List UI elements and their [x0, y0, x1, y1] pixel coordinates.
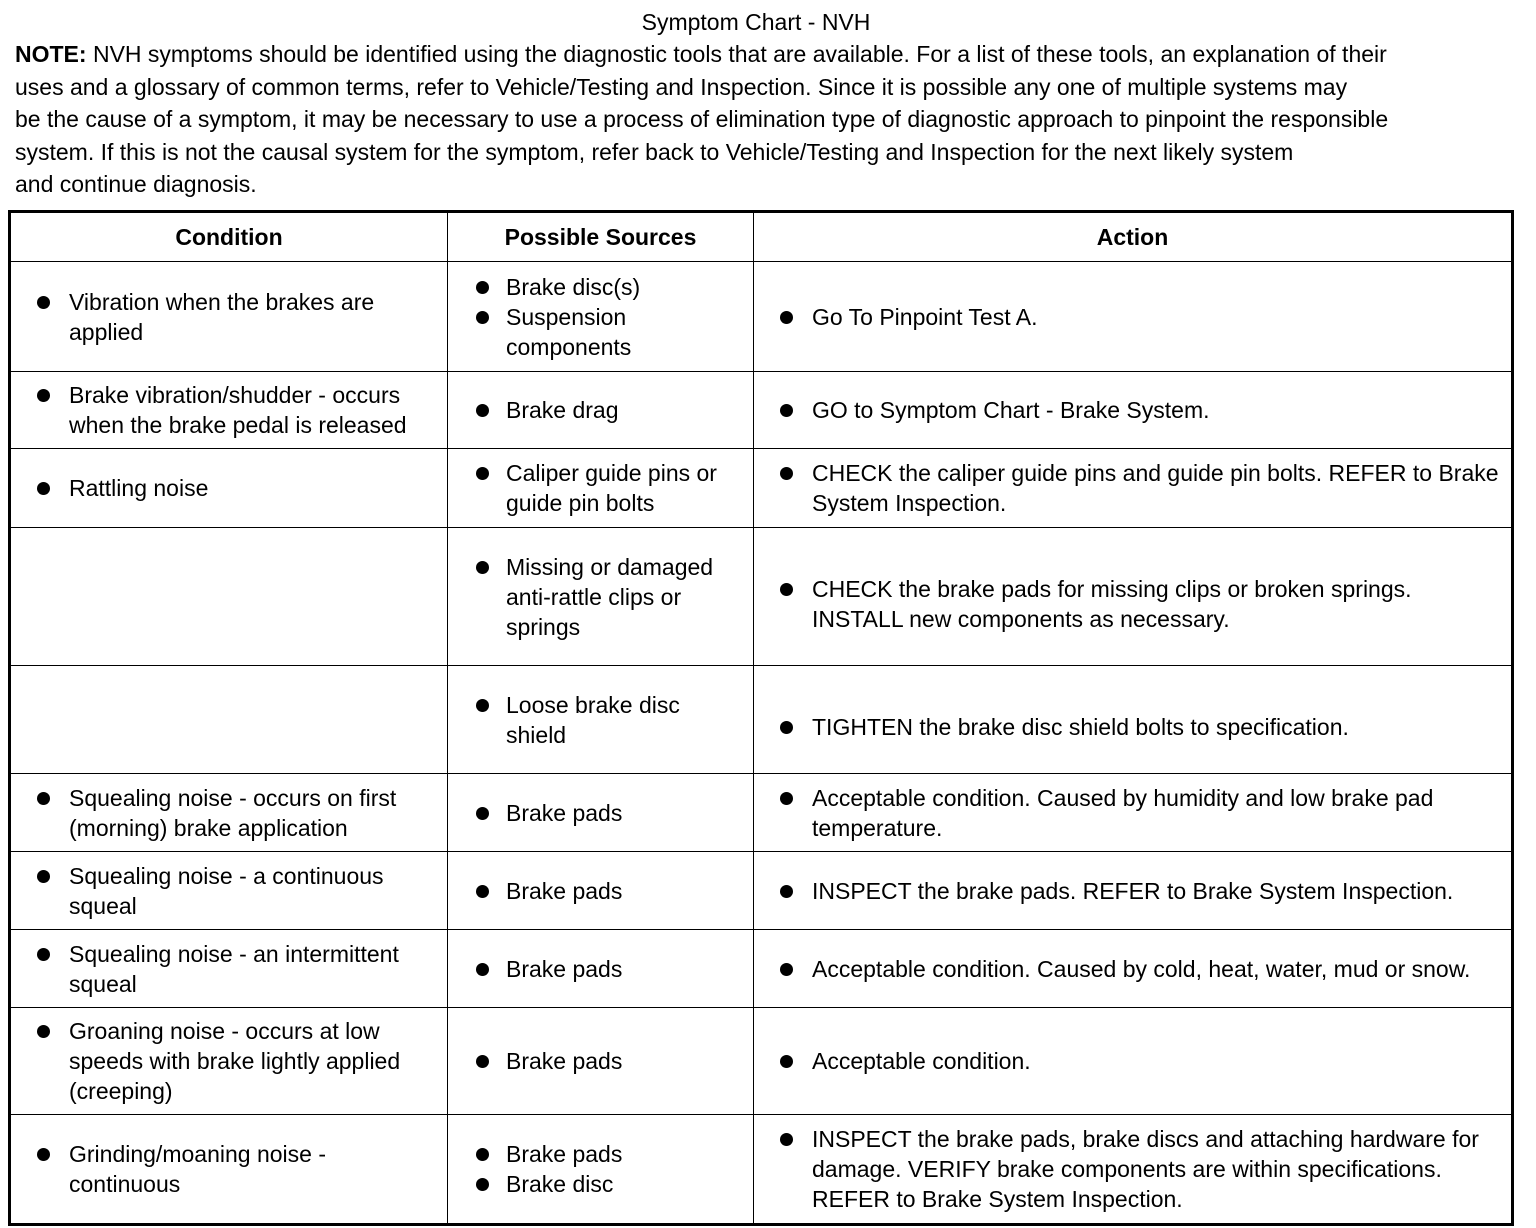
action-text: INSPECT the brake pads, brake discs and attaching hardware for damage. VERIFY brake components are within specifications. REFER to Brake System Inspection.	[812, 1126, 1479, 1212]
condition-cell	[10, 372, 448, 449]
action-cell	[754, 449, 1513, 528]
action-cell	[754, 1115, 1513, 1225]
bullet-list	[754, 783, 1511, 843]
condition-cell	[10, 852, 448, 930]
bullet-list	[448, 690, 753, 750]
bullet-icon	[37, 792, 50, 805]
note-label: NOTE:	[15, 41, 87, 67]
condition-cell	[10, 528, 448, 666]
bullet-icon	[780, 1055, 793, 1068]
bullet-list	[754, 302, 1511, 332]
action-text: Acceptable condition. Caused by humidity and low brake pad temperature.	[812, 784, 1434, 841]
bullet-item	[11, 1016, 439, 1106]
action-text: GO to Symptom Chart - Brake System.	[812, 397, 1210, 423]
action-text: Acceptable condition.	[812, 1048, 1031, 1074]
table-row	[10, 449, 1513, 528]
possible-sources-cell	[448, 262, 754, 372]
possible-sources-cell	[448, 528, 754, 666]
action-cell	[754, 852, 1513, 930]
bullet-icon	[37, 389, 50, 402]
table-row	[10, 1115, 1513, 1225]
bullet-icon	[476, 467, 489, 480]
bullet-list	[754, 876, 1511, 906]
possible-sources-cell	[448, 666, 754, 774]
possible-sources-cell	[448, 1008, 754, 1115]
bullet-icon	[476, 281, 489, 294]
bullet-icon	[780, 467, 793, 480]
note-line: system. If this is not the causal system for the symptom, refer back to Vehicle/Testing and Inspection for the next likely system	[15, 138, 1294, 165]
header-condition: Condition	[10, 212, 448, 262]
bullet-icon	[476, 561, 489, 574]
source-text: Brake disc(s)	[506, 273, 641, 300]
condition-cell	[10, 449, 448, 528]
bullet-list	[448, 272, 753, 362]
condition-text: Squealing noise - occurs on first (morning) brake application	[69, 784, 397, 841]
bullet-list	[11, 1016, 447, 1106]
condition-text: Grinding/moaning noise - continuous	[69, 1141, 326, 1197]
source-text: Brake drag	[506, 397, 619, 423]
source-text: Brake pads	[506, 1048, 623, 1074]
condition-cell	[10, 930, 448, 1008]
condition-text: Squealing noise - a continuous squeal	[69, 862, 384, 919]
possible-sources-cell	[448, 930, 754, 1008]
bullet-icon	[780, 404, 793, 417]
bullet-icon	[780, 963, 793, 976]
source-text: Brake pads	[506, 877, 623, 904]
bullet-list	[754, 698, 1511, 742]
bullet-list	[754, 395, 1511, 425]
bullet-item	[754, 1124, 1503, 1214]
condition-cell	[10, 666, 448, 774]
bullet-icon	[780, 583, 793, 596]
bullet-list	[448, 1139, 753, 1199]
table-row	[10, 1008, 1513, 1115]
bullet-item	[448, 1139, 745, 1169]
bullet-item	[11, 939, 439, 999]
bullet-item	[754, 876, 1503, 906]
bullet-list	[754, 1124, 1511, 1214]
bullet-list	[448, 552, 753, 642]
bullet-list	[11, 287, 447, 347]
bullet-icon	[780, 311, 793, 324]
condition-text: Vibration when the brakes are applied	[69, 288, 375, 345]
condition-text: Brake vibration/shudder - occurs when the brake pedal is released	[69, 382, 407, 438]
bullet-icon	[780, 1133, 793, 1146]
bullet-item	[448, 395, 745, 425]
bullet-item	[448, 272, 745, 302]
bullet-item	[11, 380, 439, 440]
note-line	[15, 38, 1531, 71]
bullet-item	[448, 1169, 745, 1199]
bullet-item	[754, 302, 1503, 332]
table-row	[10, 372, 1513, 449]
bullet-list	[448, 395, 753, 425]
table-row	[10, 666, 1513, 774]
bullet-list	[11, 861, 447, 921]
bullet-item	[448, 458, 745, 518]
possible-sources-cell	[448, 1115, 754, 1225]
bullet-item	[448, 690, 745, 750]
note-line: and continue diagnosis.	[15, 171, 257, 197]
action-text: Go To Pinpoint Test A.	[812, 303, 1038, 330]
bullet-item	[754, 574, 1503, 634]
condition-cell	[10, 1115, 448, 1225]
bullet-list	[11, 783, 447, 843]
condition-text: Rattling noise	[69, 475, 209, 501]
action-cell	[754, 528, 1513, 666]
table-row	[10, 774, 1513, 852]
bullet-item	[11, 1139, 439, 1199]
bullet-icon	[37, 482, 50, 495]
bullet-item	[754, 783, 1503, 843]
source-text: Brake pads	[506, 955, 623, 982]
condition-text: Groaning noise - occurs at low speeds with brake lightly applied (creeping)	[69, 1018, 401, 1104]
bullet-icon	[476, 311, 489, 324]
bullet-list	[11, 473, 447, 503]
header-possible-sources: Possible Sources	[448, 212, 754, 262]
action-text: TIGHTEN the brake disc shield bolts to specification.	[812, 713, 1349, 740]
bullet-item	[448, 1046, 745, 1076]
table-body	[10, 262, 1513, 1225]
note-line: uses and a glossary of common terms, refer to Vehicle/Testing and Inspection. Since it is possible any one of multiple systems may	[15, 73, 1348, 100]
source-text: Suspension components	[506, 303, 632, 360]
condition-cell	[10, 774, 448, 852]
bullet-list	[754, 560, 1511, 634]
page-title: Symptom Chart - NVH	[641, 9, 871, 35]
action-text: CHECK the brake pads for missing clips or broken springs. INSTALL new components as necessary.	[812, 575, 1412, 632]
action-cell	[754, 262, 1513, 372]
note-line: be the cause of a symptom, it may be necessary to use a process of elimination type of diagnostic approach to pinpoint the responsible	[15, 106, 1389, 132]
bullet-item	[11, 473, 439, 503]
bullet-item	[448, 798, 745, 828]
bullet-item	[448, 954, 745, 984]
header-action: Action	[754, 212, 1513, 262]
bullet-list	[754, 458, 1511, 518]
action-cell	[754, 774, 1513, 852]
bullet-icon	[476, 1178, 489, 1191]
table-row	[10, 262, 1513, 372]
bullet-icon	[476, 699, 489, 712]
bullet-icon	[37, 296, 50, 309]
possible-sources-cell	[448, 774, 754, 852]
bullet-item	[754, 1046, 1503, 1076]
bullet-list	[448, 876, 753, 906]
note-paragraph	[15, 38, 1531, 201]
bullet-icon	[780, 885, 793, 898]
action-text: Acceptable condition. Caused by cold, heat, water, mud or snow.	[812, 955, 1471, 982]
condition-text: Squealing noise - an intermittent squeal	[69, 940, 399, 997]
bullet-icon	[37, 948, 50, 961]
condition-cell	[10, 262, 448, 372]
bullet-list	[448, 798, 753, 828]
action-cell	[754, 930, 1513, 1008]
source-text: Brake disc	[506, 1171, 614, 1197]
possible-sources-cell	[448, 852, 754, 930]
possible-sources-cell	[448, 372, 754, 449]
bullet-icon	[476, 1148, 489, 1161]
action-cell	[754, 666, 1513, 774]
condition-cell	[10, 1008, 448, 1115]
source-text: Caliper guide pins or guide pin bolts	[506, 460, 717, 516]
action-text: CHECK the caliper guide pins and guide pin bolts. REFER to Brake System Inspection.	[812, 460, 1499, 516]
bullet-icon	[37, 1025, 50, 1038]
action-cell	[754, 1008, 1513, 1115]
bullet-icon	[476, 807, 489, 820]
symptom-table	[8, 210, 1514, 1226]
table-row	[10, 852, 1513, 930]
bullet-icon	[37, 870, 50, 883]
bullet-icon	[476, 963, 489, 976]
bullet-item	[448, 876, 745, 906]
possible-sources-cell	[448, 449, 754, 528]
table-row	[10, 528, 1513, 666]
bullet-item	[448, 552, 745, 642]
bullet-icon	[476, 404, 489, 417]
source-text: Brake pads	[506, 799, 623, 826]
bullet-item	[754, 712, 1503, 742]
action-cell	[754, 372, 1513, 449]
note-text: NVH symptoms should be identified using the diagnostic tools that are available. For a list of these tools, an explanation of their	[86, 41, 1387, 67]
bullet-list	[754, 954, 1511, 984]
bullet-icon	[476, 1055, 489, 1068]
bullet-list	[448, 954, 753, 984]
bullet-icon	[476, 885, 489, 898]
source-text: Loose brake disc shield	[506, 691, 680, 748]
table-header-row	[10, 212, 1513, 262]
bullet-list	[448, 458, 753, 518]
bullet-icon	[37, 1148, 50, 1161]
bullet-icon	[780, 792, 793, 805]
bullet-item	[11, 861, 439, 921]
bullet-item	[11, 783, 439, 843]
bullet-list	[11, 1139, 447, 1199]
action-text: INSPECT the brake pads. REFER to Brake System Inspection.	[812, 877, 1454, 904]
bullet-item	[754, 395, 1503, 425]
bullet-list	[448, 1046, 753, 1076]
bullet-item	[448, 302, 745, 362]
bullet-icon	[780, 721, 793, 734]
source-text: Missing or damaged anti-rattle clips or springs	[506, 553, 714, 640]
table-row	[10, 930, 1513, 1008]
bullet-item	[11, 287, 439, 347]
bullet-item	[754, 458, 1503, 518]
bullet-item	[754, 954, 1503, 984]
bullet-list	[754, 1046, 1511, 1076]
bullet-list	[11, 380, 447, 440]
bullet-list	[11, 939, 447, 999]
source-text: Brake pads	[506, 1141, 623, 1167]
